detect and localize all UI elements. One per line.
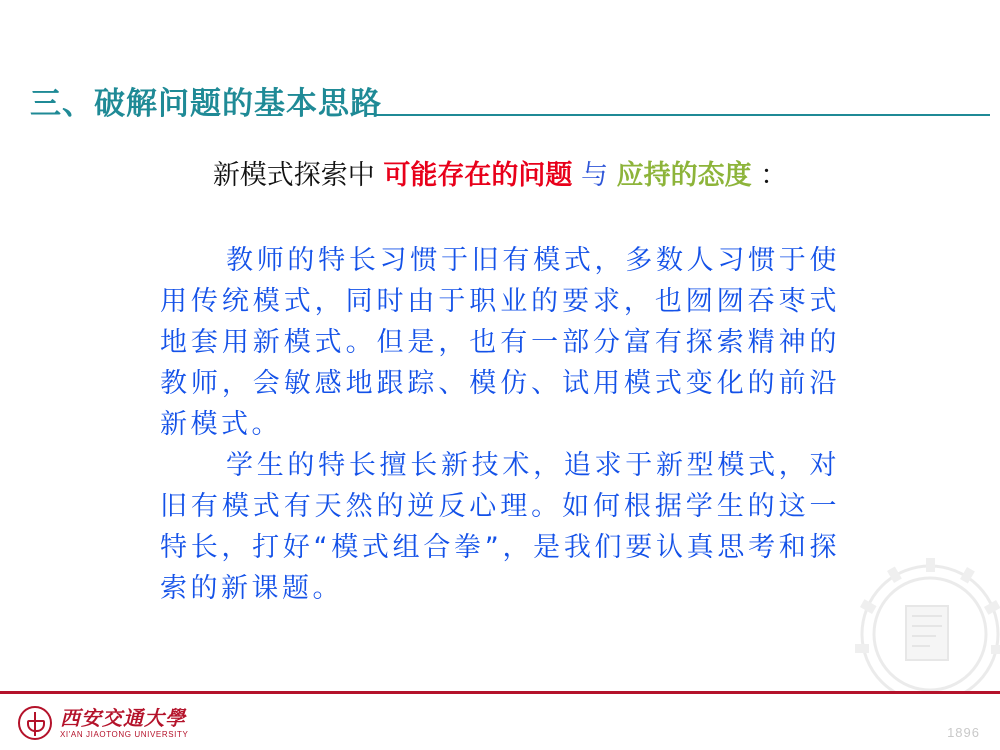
body-paragraph-1: 教师的特长习惯于旧有模式，多数人习惯于使用传统模式，同时由于职业的要求，也囫囫吞枣式地套用新模式。但是，也有一部分富有探索精神的教师，会敏感地跟踪、模仿、试用模式变化的前沿新模式。: [160, 245, 840, 440]
subtitle-part-attitude: 应持的态度: [616, 160, 752, 191]
subtitle-part-conjunction: 与: [581, 160, 608, 191]
university-name-en: XI'AN JIAOTONG UNIVERSITY: [60, 729, 189, 739]
subtitle-part-colon: ：: [760, 160, 788, 191]
body-text-block: [160, 240, 840, 609]
subtitle: [0, 160, 1000, 192]
page-title: 三、破解问题的基本思路: [30, 86, 382, 122]
founding-year-badge: 1896: [947, 725, 980, 740]
university-logo-text: [60, 705, 189, 739]
university-name-cn: 西安交通大學: [60, 705, 186, 730]
university-logo: [18, 698, 188, 748]
university-seal-icon: [18, 706, 52, 740]
subtitle-part-problem: 可能存在的问题: [383, 160, 573, 191]
title-underline-rule: [376, 114, 990, 116]
body-paragraph-2: 学生的特长擅长新技术，追求于新型模式，对旧有模式有天然的逆反心理。如何根据学生的这一特长，打好“模式组合拳”，是我们要认真思考和探索的新课题。: [160, 450, 840, 604]
slide-title-row: [30, 78, 990, 122]
subtitle-part-plain: 新模式探索中: [212, 160, 375, 191]
